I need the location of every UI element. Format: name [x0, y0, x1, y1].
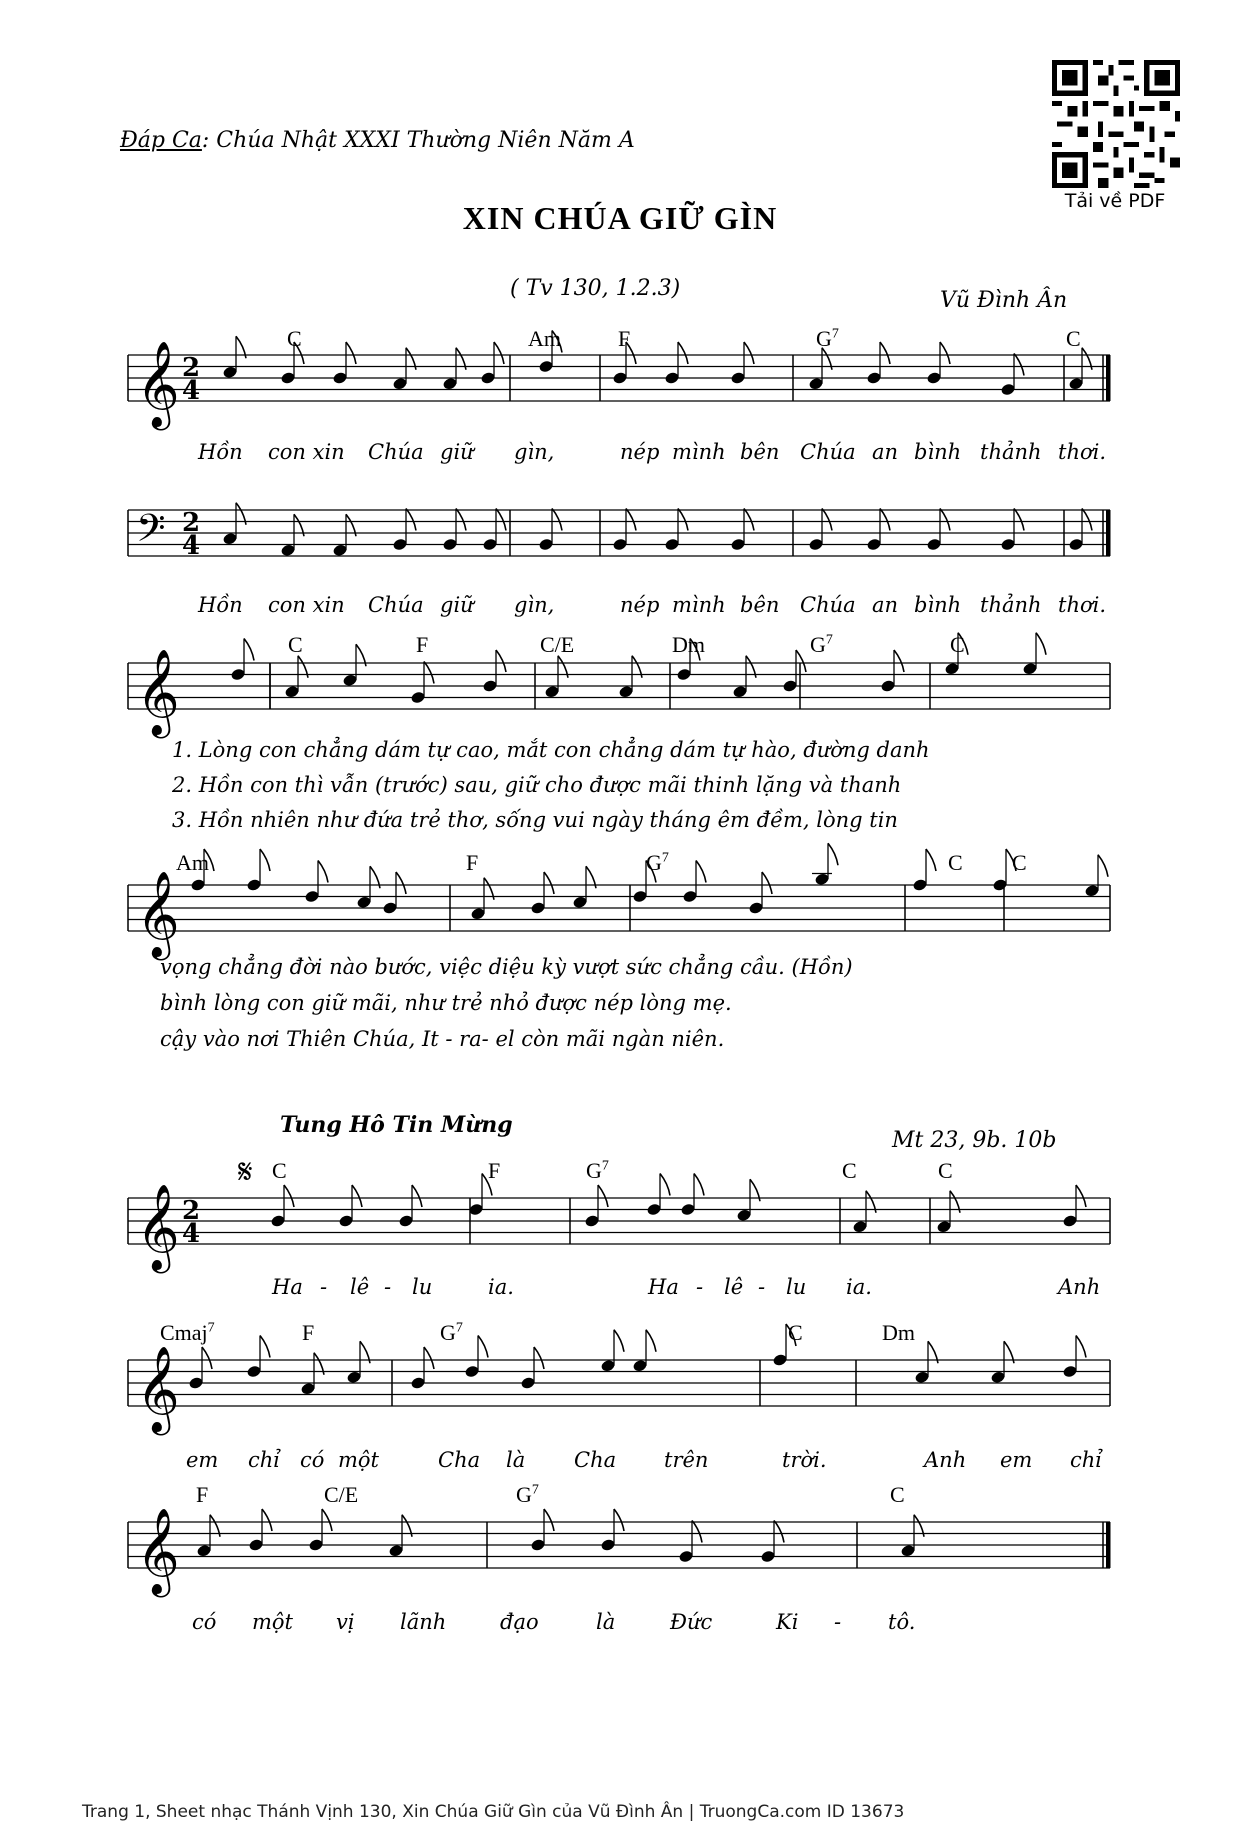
- note-flag: [1076, 1185, 1086, 1207]
- lyric-syllable: gìn,: [514, 440, 555, 464]
- lyric-syllable: tô.: [888, 1610, 916, 1634]
- note-flag: [614, 1509, 624, 1531]
- lyric-syllable: giữ: [440, 593, 474, 617]
- note-flag: [796, 650, 806, 672]
- note-flag: [262, 1509, 272, 1531]
- note-flag: [424, 662, 434, 684]
- note-flag: [744, 509, 754, 531]
- note-flag: [880, 342, 890, 364]
- note-flag: [694, 1174, 704, 1196]
- lyric-syllable: Ha: [648, 1275, 679, 1299]
- chord: C: [272, 1158, 287, 1183]
- lyric-syllable: là: [506, 1448, 526, 1472]
- note-flag: [552, 509, 562, 531]
- note-flag: [894, 650, 904, 672]
- lyric-syllable: gìn,: [514, 593, 555, 617]
- lyric-syllable: lê: [724, 1275, 744, 1299]
- chord: $G^7$: [816, 326, 839, 351]
- chord: C: [938, 1158, 953, 1183]
- note-flag: [1014, 509, 1024, 531]
- lyric-syllable: bình: [914, 440, 962, 464]
- note-flag: [1082, 509, 1092, 531]
- gospel-reference: Mt 23, 9b. 10b: [892, 1128, 1057, 1153]
- verse-1-line-2: vọng chẳng đời nào bước, việc diệu kỳ vượt sức chẳng cầu. (Hồn): [160, 955, 853, 979]
- acclamation-title: Tung Hô Tin Mừng: [280, 1112, 513, 1138]
- note-flag: [880, 509, 890, 531]
- chord: C: [950, 632, 965, 657]
- note-flag: [762, 872, 772, 894]
- lyric-syllable: em: [186, 1448, 219, 1472]
- note-flag: [626, 509, 636, 531]
- verse-2-line-1: 2. Hồn con thì vẫn (trước) sau, giữ cho được mãi thinh lặng và thanh: [172, 773, 902, 797]
- time-signature-top: 2: [182, 508, 201, 538]
- note-flag: [494, 342, 504, 364]
- lyric-syllable: ia.: [488, 1275, 514, 1299]
- note-flag: [534, 1347, 544, 1369]
- psalm-reference: ( Tv 130, 1.2.3): [510, 276, 681, 301]
- final-barline-thick: [1106, 1522, 1111, 1568]
- chord: $G^7$: [646, 850, 669, 875]
- time-signature-bottom: 4: [182, 376, 201, 406]
- lyric-syllable: -: [834, 1610, 842, 1634]
- lyric-syllable: Anh: [924, 1448, 967, 1472]
- note-flag: [678, 509, 688, 531]
- note-flag: [424, 1347, 434, 1369]
- lyric-syllable: một: [338, 1448, 379, 1472]
- note-flag: [692, 1521, 702, 1543]
- lyric-syllable: Chúa: [368, 593, 424, 617]
- note-flag: [202, 1347, 212, 1369]
- lyric-syllable: ia.: [846, 1275, 872, 1299]
- chord: C/E: [324, 1482, 359, 1507]
- lyric-syllable: thảnh: [980, 593, 1042, 617]
- chord: F: [618, 326, 631, 351]
- note-flag: [598, 1185, 608, 1207]
- lyric-syllable: là: [596, 1610, 616, 1634]
- chord: C: [842, 1158, 857, 1183]
- lyric-syllable: có: [300, 1448, 325, 1472]
- lyric-syllable: chỉ: [248, 1448, 281, 1472]
- note-flag: [744, 342, 754, 364]
- download-pdf-link[interactable]: Tải về PDF: [1064, 190, 1166, 212]
- lyric-syllable: vị: [336, 1610, 355, 1634]
- lyric-syllable: con xin: [268, 440, 345, 464]
- lyric-syllable: một: [252, 1610, 293, 1634]
- chord: $G^7$: [516, 1482, 539, 1507]
- verse-1-line-1: 1. Lòng con chẳng dám tự cao, mắt con chẳng dám tự hào, đường danh: [172, 738, 930, 762]
- note-flag: [1036, 633, 1046, 655]
- note-flag: [478, 1336, 488, 1358]
- subtitle-occasion: : Chúa Nhật XXXI Thường Niên Năm A: [201, 128, 635, 153]
- lyric-syllable: bình: [914, 593, 962, 617]
- chord: C: [1012, 850, 1027, 875]
- chord: C: [890, 1482, 905, 1507]
- lyric-syllable: Đức: [670, 1610, 713, 1634]
- chord: C: [288, 632, 303, 657]
- note-flag: [696, 861, 706, 883]
- note-flag: [318, 861, 328, 883]
- lyric-syllable: Anh: [1058, 1275, 1101, 1299]
- note-flag: [940, 342, 950, 364]
- note-flag: [678, 342, 688, 364]
- chord: C/E: [540, 632, 575, 657]
- treble-clef-icon: 𝄞: [136, 341, 180, 427]
- final-barline-thick: [1106, 510, 1111, 556]
- lyric-syllable: an: [872, 593, 899, 617]
- treble-clef-icon: 𝄞: [136, 1508, 180, 1594]
- lyric-syllable: Chúa: [368, 440, 424, 464]
- chord: Am: [176, 850, 209, 875]
- chord: F: [302, 1320, 315, 1345]
- lyric-syllable: Hồn: [198, 440, 243, 464]
- note-flag: [660, 1174, 670, 1196]
- note-flag: [284, 1185, 294, 1207]
- verse-3-line-2: cậy vào nơi Thiên Chúa, It - ra- el còn mãi ngàn niên.: [160, 1027, 725, 1051]
- chord: Dm: [882, 1320, 915, 1345]
- note-flag: [456, 509, 466, 531]
- lyric-syllable: đạo: [500, 1610, 539, 1634]
- lyric-syllable: bên: [740, 440, 780, 464]
- treble-clef-icon: 𝄞: [136, 1184, 180, 1270]
- song-title: XIN CHÚA GIỮ GÌN: [462, 200, 778, 236]
- lyric-syllable: em: [1000, 1448, 1033, 1472]
- lyric-syllable: trời.: [782, 1448, 827, 1472]
- lyric-syllable: Chúa: [800, 440, 856, 464]
- time-signature-top: 2: [182, 1196, 201, 1226]
- note-flag: [346, 342, 356, 364]
- note-flag: [926, 849, 936, 871]
- segno-icon: 𝄋: [238, 1152, 253, 1192]
- lyric-syllable: thơi.: [1058, 593, 1106, 617]
- note-flag: [352, 1185, 362, 1207]
- note-flag: [1098, 855, 1108, 877]
- lyric-syllable: -: [320, 1275, 328, 1299]
- lyric-syllable: Ki: [776, 1610, 799, 1634]
- lyric-syllable: Ha: [272, 1275, 303, 1299]
- lyric-syllable: giữ: [440, 440, 474, 464]
- chord: $G^7$: [810, 632, 833, 657]
- chord: F: [488, 1158, 501, 1183]
- chord: Am: [528, 326, 561, 351]
- page-footer: Trang 1, Sheet nhạc Thánh Vịnh 130, Xin Chúa Giữ Gìn của Vũ Đình Ân | TruongCa.com ID 13673: [82, 1802, 905, 1822]
- lyric-syllable: mình: [672, 593, 726, 617]
- lyric-syllable: -: [696, 1275, 704, 1299]
- lyric-syllable: Cha: [438, 1448, 481, 1472]
- chord: $G^7$: [440, 1320, 463, 1345]
- note-flag: [496, 650, 506, 672]
- note-flag: [1014, 354, 1024, 376]
- lyric-syllable: -: [758, 1275, 766, 1299]
- subtitle-label: Đáp Ca: [120, 128, 202, 153]
- lyric-syllable: lu: [786, 1275, 807, 1299]
- final-barline-thick: [1106, 355, 1111, 401]
- lyric-syllable: lu: [412, 1275, 433, 1299]
- lyric-syllable: trên: [664, 1448, 709, 1472]
- lyric-syllable: bên: [740, 593, 780, 617]
- note-flag: [646, 1330, 656, 1352]
- note-flag: [396, 872, 406, 894]
- treble-clef-icon: 𝄞: [136, 649, 180, 735]
- chord: C: [287, 326, 302, 351]
- lyric-syllable: lê: [350, 1275, 370, 1299]
- verse-3-line-1: 3. Hồn nhiên như đứa trẻ thơ, sống vui ngày tháng êm đềm, lòng tin: [172, 808, 898, 832]
- lyric-syllable: Hồn: [198, 593, 243, 617]
- note-flag: [774, 1521, 784, 1543]
- chord: Dm: [672, 632, 705, 657]
- composer-name: Vũ Đình Ân: [940, 288, 1068, 313]
- note-flag: [406, 509, 416, 531]
- chord: F: [196, 1482, 209, 1507]
- chord: F: [466, 850, 479, 875]
- chord: C: [1066, 326, 1081, 351]
- time-signature-top: 2: [182, 353, 201, 383]
- bass-clef-icon: 𝄢: [136, 505, 166, 560]
- note-flag: [412, 1185, 422, 1207]
- verse-2-line-2: bình lòng con giữ mãi, như trẻ nhỏ được nép lòng mẹ.: [160, 991, 732, 1015]
- time-signature-bottom: 4: [182, 1219, 201, 1249]
- chord: F: [416, 632, 429, 657]
- note-flag: [244, 639, 254, 661]
- lyric-syllable: thảnh: [980, 440, 1042, 464]
- note-flag: [260, 1336, 270, 1358]
- note-flag: [322, 1509, 332, 1531]
- note-flag: [496, 509, 506, 531]
- note-flag: [544, 1509, 554, 1531]
- chord: $G^7$: [586, 1158, 609, 1183]
- lyric-syllable: con xin: [268, 593, 345, 617]
- treble-clef-icon: 𝄞: [136, 1346, 180, 1432]
- lyric-syllable: Chúa: [800, 593, 856, 617]
- chord: C: [948, 850, 963, 875]
- note-flag: [544, 872, 554, 894]
- lyric-syllable: thơi.: [1058, 440, 1106, 464]
- lyric-syllable: mình: [672, 440, 726, 464]
- lyric-syllable: có: [192, 1610, 217, 1634]
- lyric-syllable: an: [872, 440, 899, 464]
- note-flag: [614, 1330, 624, 1352]
- note-flag: [828, 843, 838, 865]
- note-flag: [822, 509, 832, 531]
- lyric-syllable: lãnh: [400, 1610, 447, 1634]
- lyric-syllable: Cha: [574, 1448, 617, 1472]
- lyric-syllable: chỉ: [1070, 1448, 1103, 1472]
- lyric-syllable: nép: [620, 440, 660, 464]
- note-flag: [1076, 1336, 1086, 1358]
- time-signature-bottom: 4: [182, 531, 201, 561]
- note-flag: [260, 849, 270, 871]
- chord: C: [788, 1320, 803, 1345]
- treble-clef-icon: 𝄞: [136, 871, 180, 957]
- note-flag: [940, 509, 950, 531]
- chord: Cmaj$^7$: [160, 1320, 215, 1345]
- lyric-syllable: -: [384, 1275, 392, 1299]
- lyric-syllable: nép: [620, 593, 660, 617]
